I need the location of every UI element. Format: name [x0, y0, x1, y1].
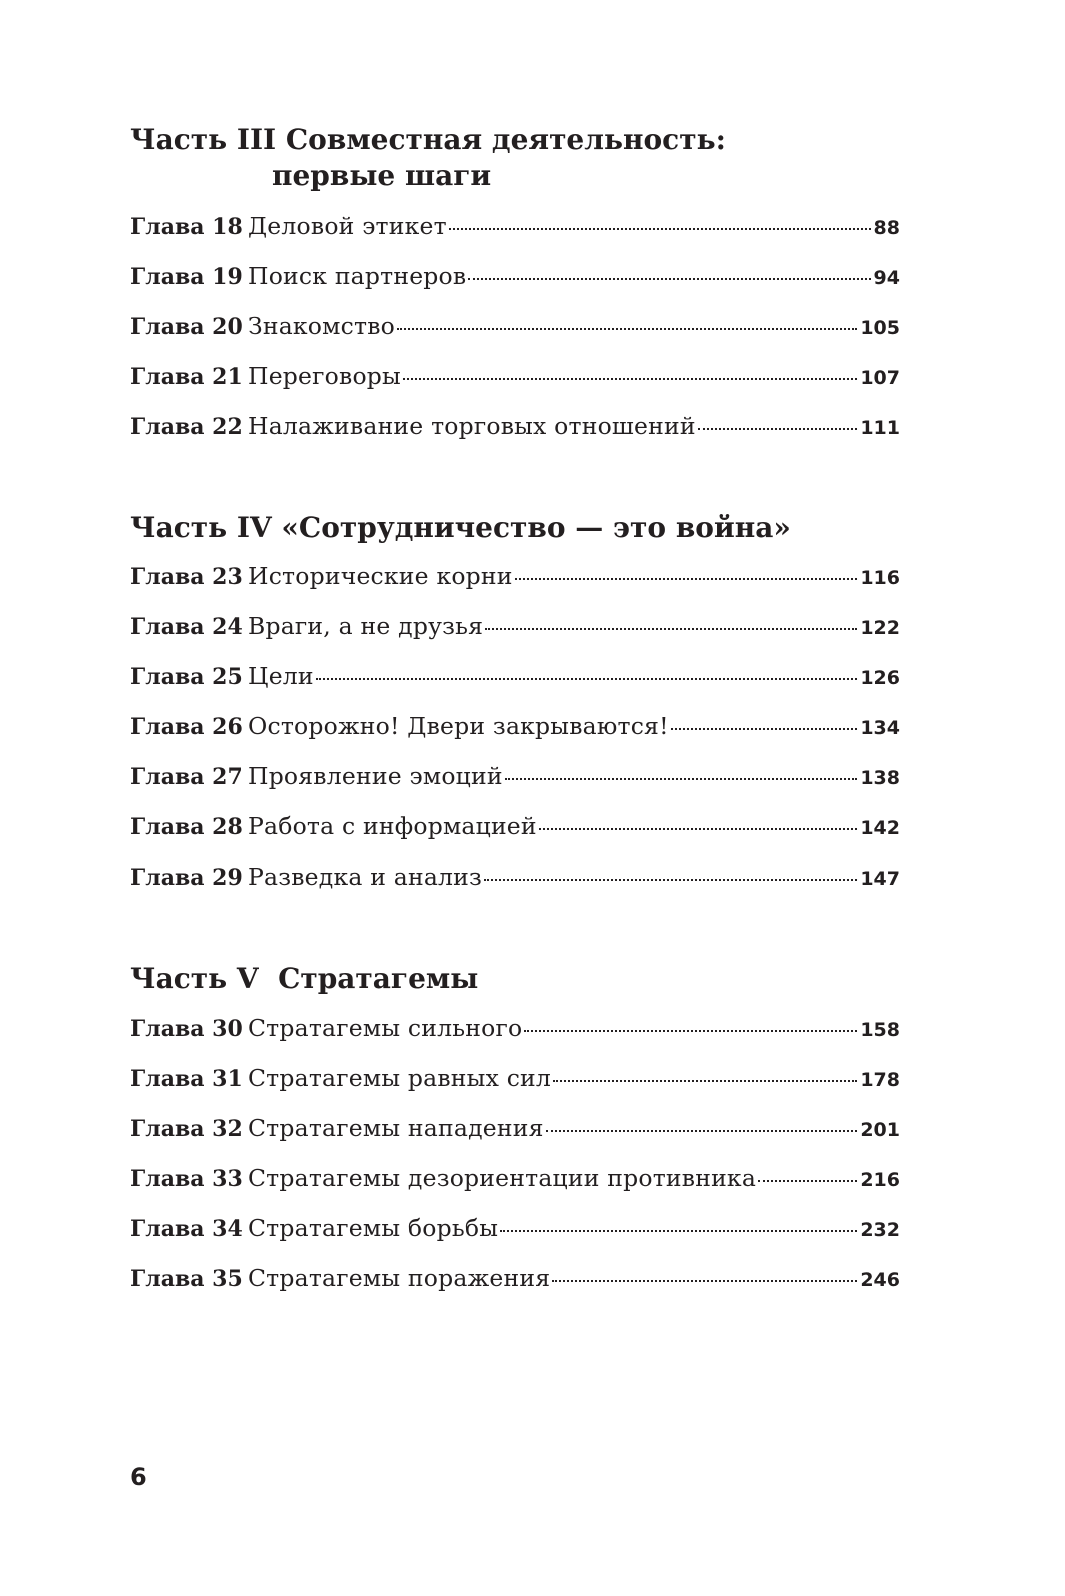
dot-leader	[524, 1030, 857, 1032]
toc-entry[interactable]	[130, 1014, 900, 1048]
toc-entry[interactable]	[130, 1264, 900, 1298]
chapter-page: 88	[873, 217, 900, 239]
dot-leader	[553, 1080, 857, 1082]
chapter-page: 107	[860, 367, 900, 389]
chapter-title: Стратагемы борьбы	[248, 1214, 499, 1242]
part-title-line: Часть V Стратагемы	[130, 962, 479, 995]
dot-leader	[671, 728, 858, 730]
chapter-number: Глава 20	[130, 314, 243, 340]
chapter-title: Налаживание торговых отношений	[248, 412, 696, 440]
chapter-title: Враги, а не друзья	[248, 612, 484, 640]
chapter-number: Глава 30	[130, 1016, 243, 1042]
toc-entry[interactable]	[130, 612, 900, 646]
dot-leader	[403, 378, 857, 380]
part-title	[130, 122, 726, 194]
part-title	[130, 961, 478, 997]
chapter-title: Знакомство	[248, 312, 395, 340]
chapter-page: 126	[860, 667, 900, 689]
chapter-number: Глава 35	[130, 1266, 243, 1292]
chapter-title: Осторожно! Двери закрываются!	[248, 712, 669, 740]
toc-entry[interactable]	[130, 412, 900, 446]
chapter-title: Стратагемы дезориентации противника	[248, 1164, 757, 1192]
toc-entry[interactable]	[130, 712, 900, 746]
dot-leader	[316, 678, 858, 680]
chapter-title: Переговоры	[248, 362, 401, 390]
chapter-page: 111	[860, 417, 900, 439]
chapter-page: 142	[860, 817, 900, 839]
toc-entry[interactable]	[130, 1064, 900, 1098]
chapter-title: Работа с информацией	[248, 812, 537, 840]
toc-entry[interactable]	[130, 562, 900, 596]
page-number: 6	[130, 1463, 147, 1491]
dot-leader	[539, 828, 858, 830]
toc-entry[interactable]	[130, 1214, 900, 1248]
toc-entry[interactable]	[130, 762, 900, 796]
part-title-line: Часть IV «Сотрудничество — это война»	[130, 511, 791, 544]
dot-leader	[758, 1180, 857, 1182]
chapter-page: 216	[860, 1169, 900, 1191]
chapter-number: Глава 23	[130, 564, 243, 590]
chapter-number: Глава 21	[130, 364, 243, 390]
chapter-page: 178	[860, 1069, 900, 1091]
chapter-number: Глава 27	[130, 764, 243, 790]
chapter-page: 138	[860, 767, 900, 789]
part-title	[130, 510, 791, 546]
toc-entry[interactable]	[130, 863, 900, 897]
dot-leader	[552, 1280, 857, 1282]
chapter-number: Глава 32	[130, 1116, 243, 1142]
dot-leader	[698, 428, 858, 430]
toc-entry[interactable]	[130, 812, 900, 846]
chapter-page: 201	[860, 1119, 900, 1141]
chapter-page: 134	[860, 717, 900, 739]
chapter-page: 94	[873, 267, 900, 289]
dot-leader	[468, 278, 870, 280]
chapter-title: Деловой этикет	[248, 212, 447, 240]
chapter-title: Поиск партнеров	[248, 262, 467, 290]
toc-entry[interactable]	[130, 312, 900, 346]
chapter-page: 246	[860, 1269, 900, 1291]
chapter-number: Глава 33	[130, 1166, 243, 1192]
chapter-page: 116	[860, 567, 900, 589]
chapter-page: 105	[860, 317, 900, 339]
dot-leader	[500, 1230, 857, 1232]
dot-leader	[485, 628, 857, 630]
toc-entry[interactable]	[130, 1114, 900, 1148]
chapter-number: Глава 28	[130, 814, 243, 840]
toc-entry[interactable]	[130, 262, 900, 296]
chapter-number: Глава 19	[130, 264, 243, 290]
chapter-number: Глава 26	[130, 714, 243, 740]
chapter-number: Глава 18	[130, 214, 243, 240]
dot-leader	[505, 778, 858, 780]
dot-leader	[515, 578, 858, 580]
dot-leader	[397, 328, 857, 330]
chapter-number: Глава 34	[130, 1216, 243, 1242]
chapter-title: Разведка и анализ	[248, 863, 483, 891]
chapter-title: Проявление эмоций	[248, 762, 503, 790]
toc-entry[interactable]	[130, 212, 900, 246]
toc-entry[interactable]	[130, 662, 900, 696]
part-title-line: Часть III Совместная деятельность:	[130, 123, 726, 156]
part-title-line: первые шаги	[272, 159, 492, 192]
chapter-page: 232	[860, 1219, 900, 1241]
dot-leader	[546, 1130, 858, 1132]
chapter-number: Глава 29	[130, 865, 243, 891]
chapter-page: 158	[860, 1019, 900, 1041]
chapter-number: Глава 22	[130, 414, 243, 440]
dot-leader	[484, 879, 857, 881]
chapter-page: 122	[860, 617, 900, 639]
chapter-title: Стратагемы сильного	[248, 1014, 523, 1042]
chapter-title: Стратагемы нападения	[248, 1114, 544, 1142]
chapter-number: Глава 31	[130, 1066, 243, 1092]
chapter-page: 147	[860, 868, 900, 890]
chapter-number: Глава 24	[130, 614, 243, 640]
toc-entry[interactable]	[130, 1164, 900, 1198]
chapter-title: Исторические корни	[248, 562, 513, 590]
chapter-number: Глава 25	[130, 664, 243, 690]
chapter-title: Цели	[248, 662, 314, 690]
dot-leader	[449, 228, 871, 230]
toc-entry[interactable]	[130, 362, 900, 396]
chapter-title: Стратагемы равных сил	[248, 1064, 552, 1092]
chapter-title: Стратагемы поражения	[248, 1264, 551, 1292]
